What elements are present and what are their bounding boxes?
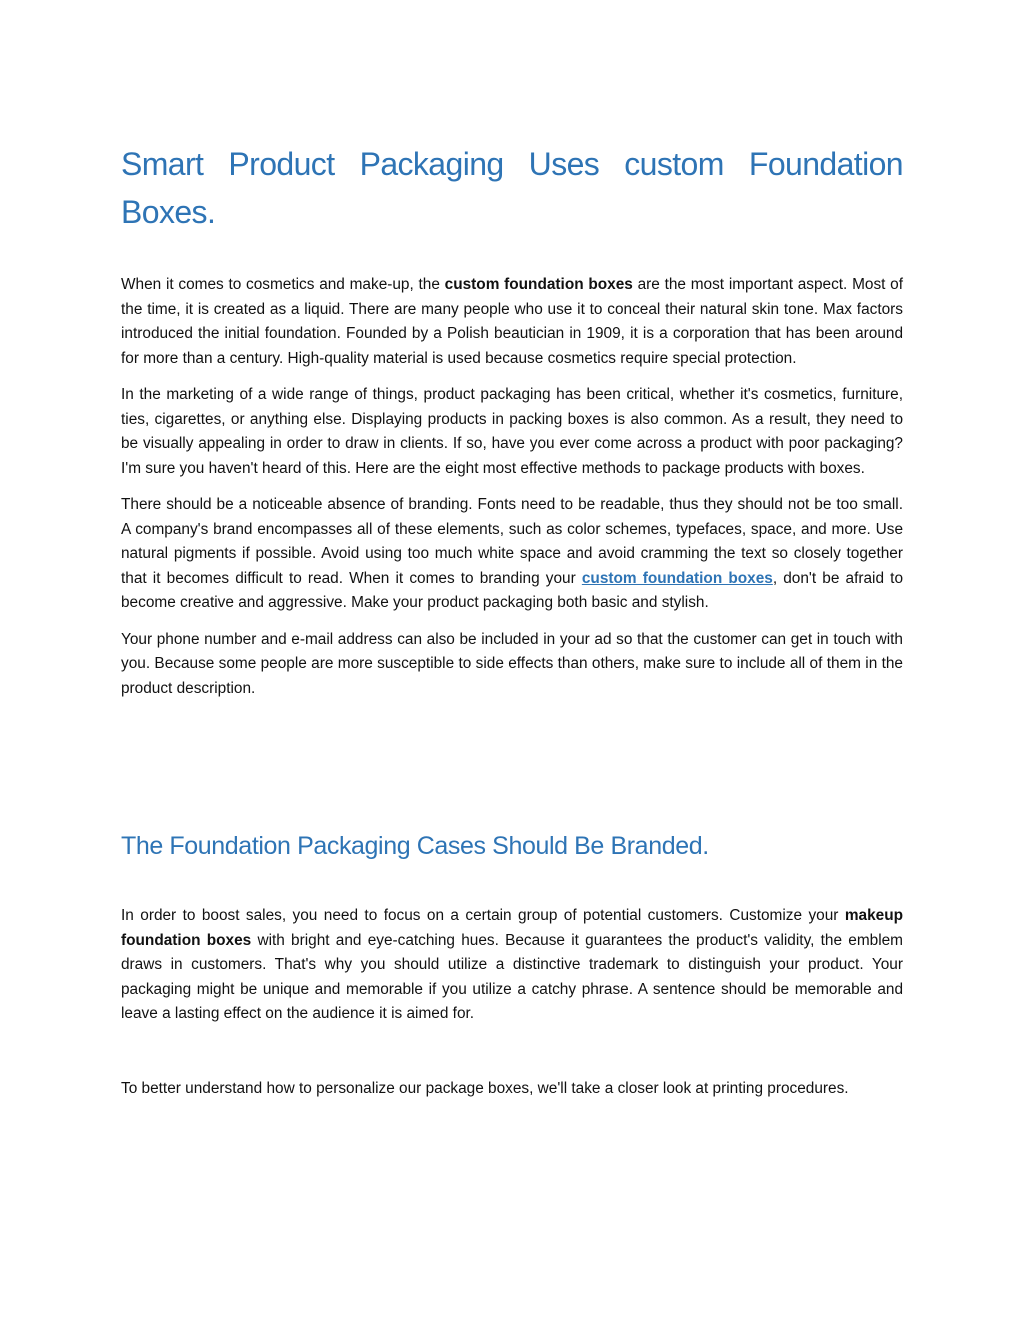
- paragraph-text: There should be a noticeable absence of branding. Fonts need to be readable, thus they should not be too small. A company's brand encompasses all of these elements, such as color schemes, typefaces, space, and more. Use natural pigments if possible. Avoid using too much white space and avoid cramming the text so closely together that it becomes difficult to read. When it comes to branding your: [121, 496, 903, 587]
- paragraph-text: In order to boost sales, you need to focus on a certain group of potential customers. Customize your: [121, 907, 845, 924]
- paragraph-intro: [121, 273, 903, 371]
- page-title-line-2: Boxes.: [121, 194, 216, 230]
- paragraph-marketing: In the marketing of a wide range of things, product packaging has been critical, whether it's cosmetics, furniture, ties, cigarettes, or anything else. Displaying products in packing boxes is also common. As a result, they need to be visually appealing in order to draw in clients. If so, have you ever come across a product with poor packaging? I'm sure you haven't heard of this. Here are the eight most effective methods to package products with boxes.: [121, 386, 903, 477]
- custom-foundation-boxes-link[interactable]: custom foundation boxes: [581, 569, 773, 587]
- paragraph-text: When it comes to cosmetics and make-up, the: [121, 276, 445, 293]
- page-title: [121, 140, 903, 236]
- section-intro: [121, 273, 903, 701]
- paragraph-target-customers: [121, 904, 903, 1027]
- page-title-line-1: Smart Product Packaging Uses custom Foundation: [121, 146, 903, 182]
- paragraph-text: are the most important aspect. Most of the time, it is created as a liquid. There are many people who use it to conceal their natural skin tone. Max factors introduced the initial foundation. Founded by a Polish beautician in 1909, it is a corporation that has been around for more than a century. High-quality material is used because cosmetics require special protection.: [121, 276, 904, 367]
- section-heading: The Foundation Packaging Cases Should Be Branded.: [121, 832, 709, 860]
- bold-phrase-makeup-foundation-boxes: makeup foundation boxes: [121, 907, 903, 949]
- paragraph-text: , don't be afraid to become creative and aggressive. Make your product packaging both basic and stylish.: [121, 569, 903, 611]
- bold-phrase-custom-foundation-boxes: custom foundation boxes: [444, 276, 633, 293]
- section-printing: [121, 1077, 903, 1102]
- paragraph-contact: Your phone number and e-mail address can also be included in your ad so that the customer can get in touch with you. Because some people are more susceptible to side effects than others, make sure to include all of them in the product description.: [121, 630, 903, 697]
- paragraph-text: with bright and eye-catching hues. Because it guarantees the product's validity, the emblem draws in customers. That's why you should utilize a distinctive trademark to distinguish your product. Your packaging might be unique and memorable if you utilize a catchy phrase. A sentence should be memorable and leave a lasting effect on the audience it is aimed for.: [121, 931, 903, 1022]
- paragraph-printing: To better understand how to personalize our package boxes, we'll take a closer look at printing procedures.: [121, 1080, 849, 1097]
- paragraph-branding: [121, 493, 903, 616]
- section-branded: [121, 904, 903, 1027]
